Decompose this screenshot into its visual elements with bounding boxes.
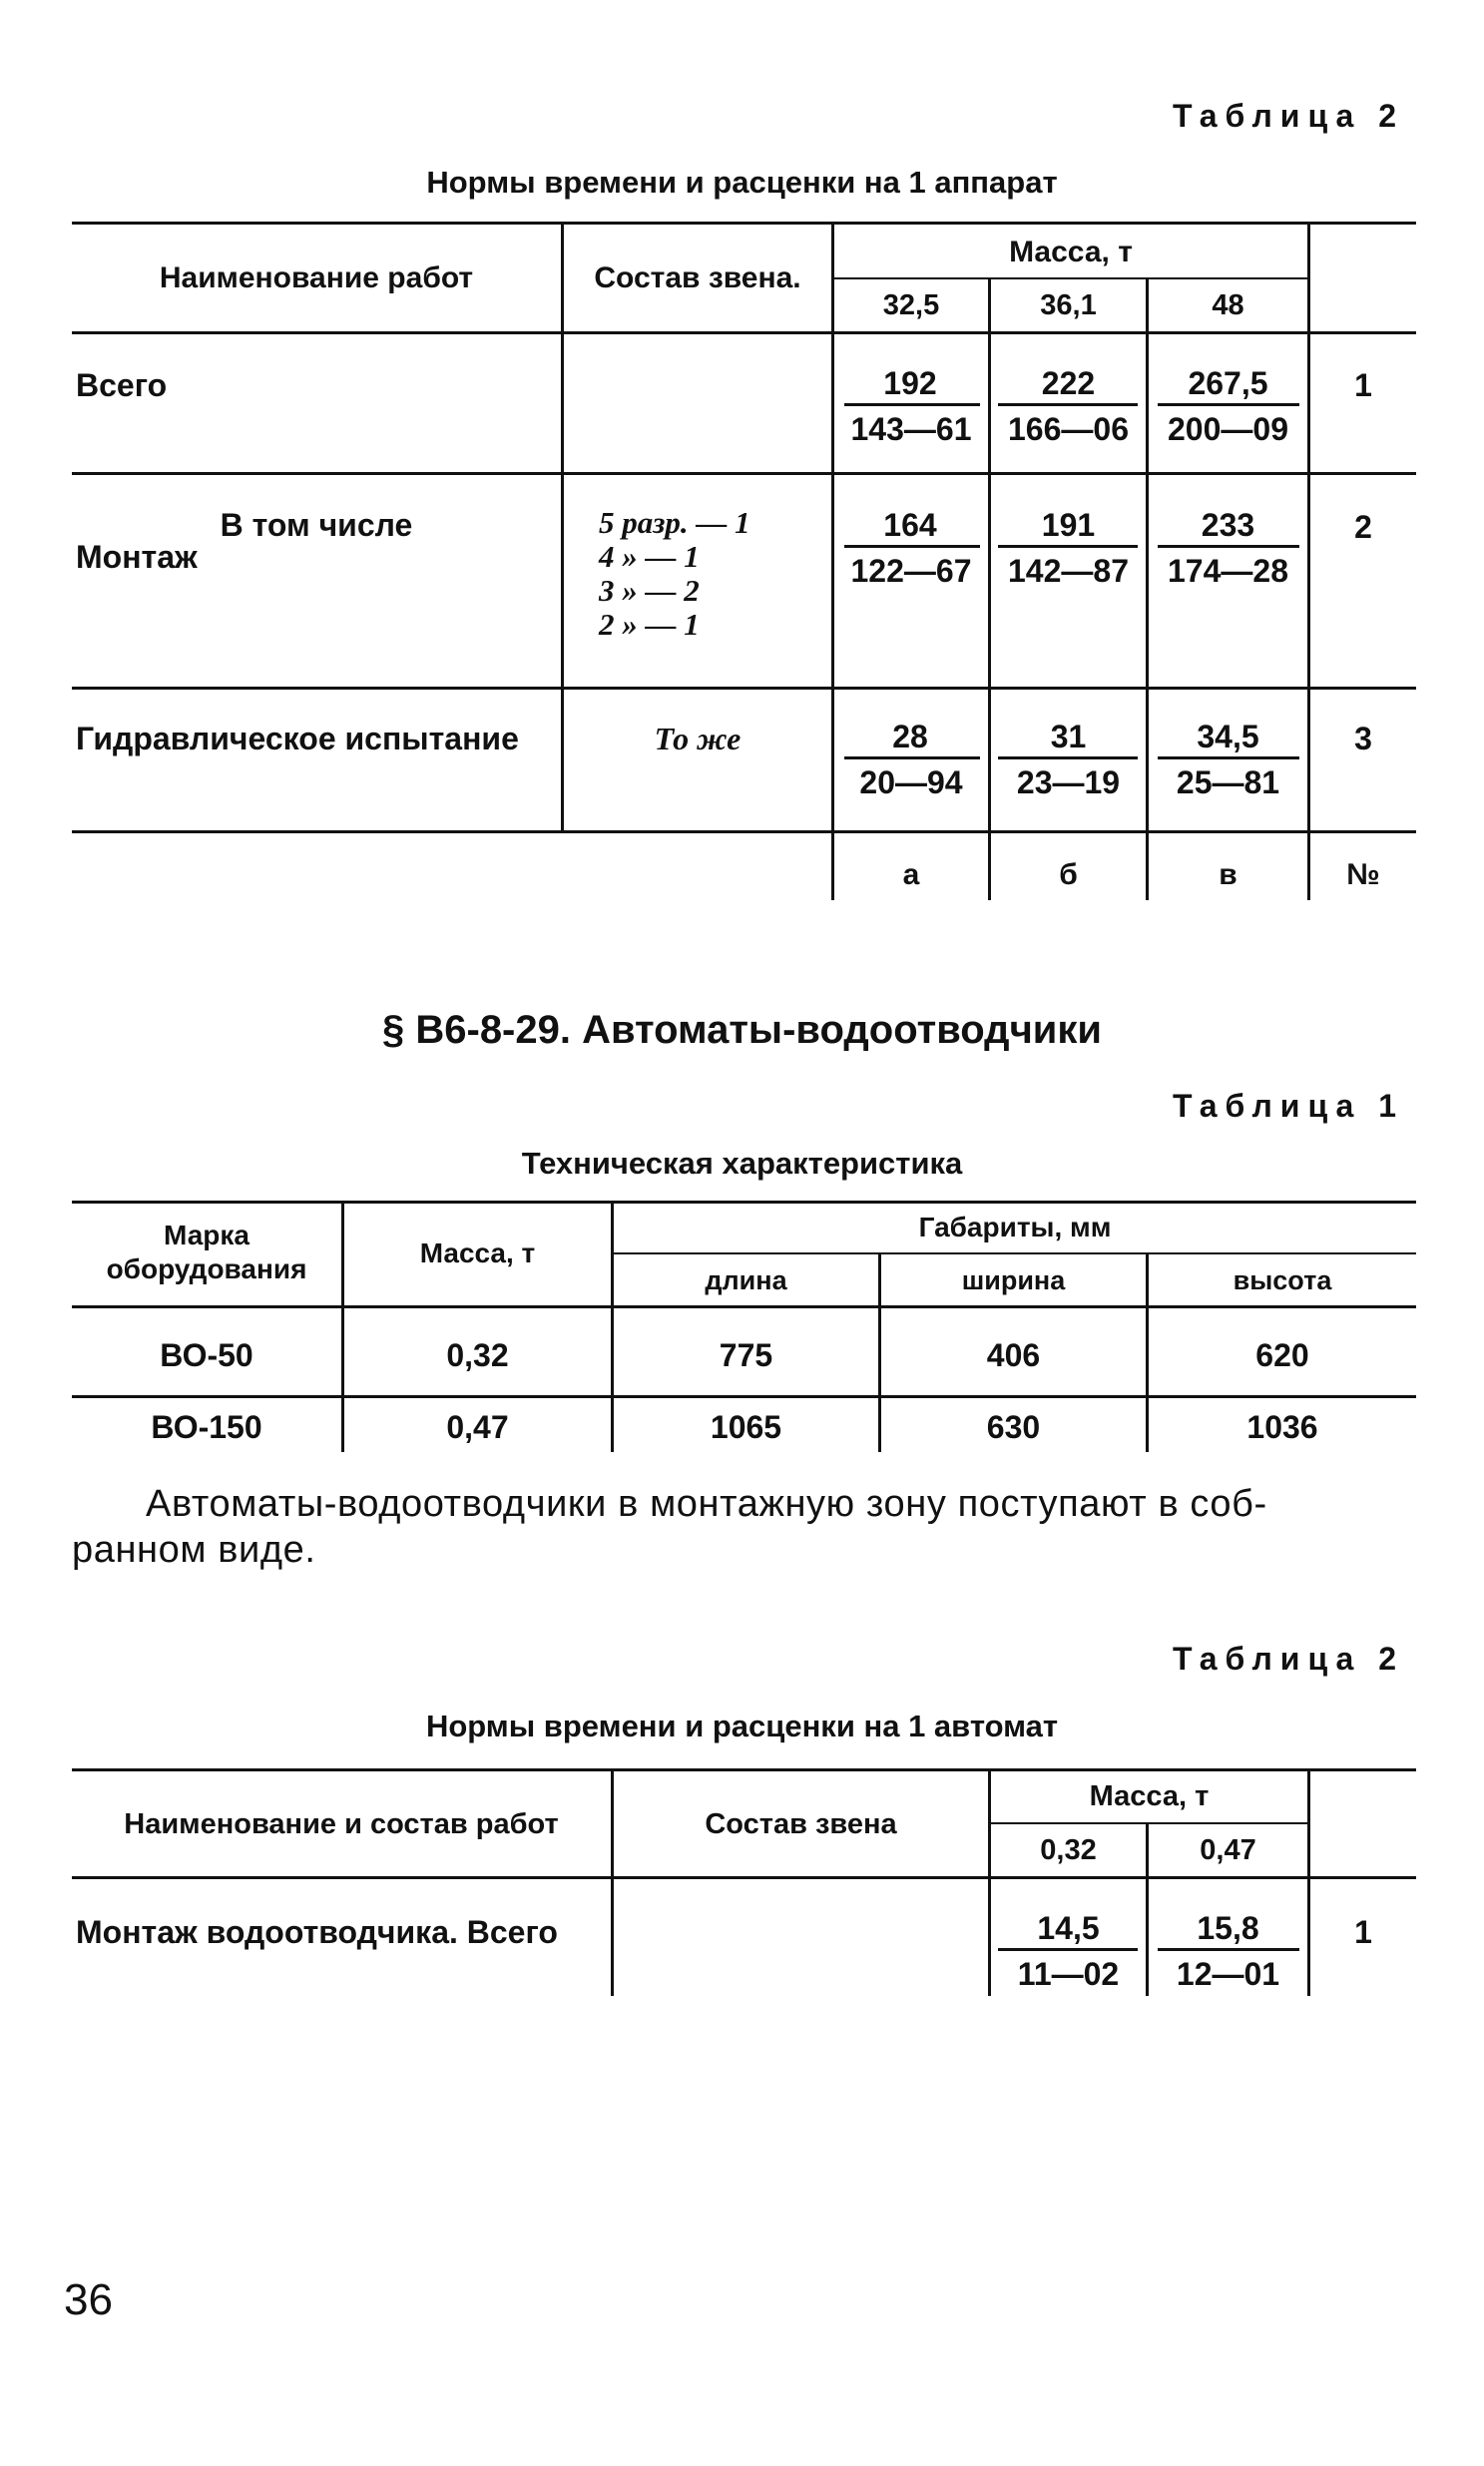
t2-row2-brand: ВО-150 (151, 1409, 262, 1445)
t2-header-dims: Габариты, мм (918, 1212, 1112, 1242)
t1-col-letter-v: в (1219, 858, 1237, 891)
t1-header-work: Наименование работ (159, 261, 474, 294)
t1-row2-crew-4: 2 » — 1 (599, 607, 700, 642)
table-caption-t2: Техническая характеристика (521, 1146, 963, 1181)
t1-row1-val2-top: 222 (1041, 365, 1096, 401)
t2-row2-width: 630 (986, 1409, 1041, 1445)
t2-header-brand-2: оборудования (106, 1253, 307, 1284)
t3-row1-val2-bot: 12—01 (1176, 1956, 1280, 1992)
t2-row1-length: 775 (719, 1337, 773, 1373)
t2-header-mass: Масса, т (419, 1237, 536, 1268)
t1-row3-val1-top: 28 (892, 719, 928, 754)
t2-row2-height: 1036 (1246, 1409, 1318, 1445)
t1-row2-crew-1: 5 разр. — 1 (599, 505, 750, 540)
t1-row2-val2-bot: 142—87 (1008, 553, 1129, 589)
t1-row3-val1-bot: 20—94 (859, 764, 963, 800)
t1-row3-val2-top: 31 (1050, 719, 1087, 754)
t1-row2-val1-top: 164 (883, 507, 937, 543)
t1-row2-val3-top: 233 (1201, 507, 1255, 543)
table-caption-t1: Нормы времени и расценки на 1 аппарат (426, 165, 1058, 200)
t1-row2-val1-bot: 122—67 (850, 553, 972, 589)
t2-header-height: высота (1233, 1265, 1332, 1295)
table-label-t1: Таблица 2 (1172, 98, 1404, 134)
t2-header-width: ширина (961, 1265, 1066, 1295)
t1-row3-num: 3 (1354, 721, 1372, 756)
t1-row2-val3-bot: 174—28 (1168, 553, 1288, 589)
t2-row1-brand: ВО-50 (160, 1337, 253, 1373)
t3-row1-num: 1 (1354, 1914, 1372, 1950)
t1-row3-val2-bot: 23—19 (1016, 764, 1121, 800)
section-title: § В6-8-29. Автоматы-водоотводчики (382, 1008, 1102, 1052)
t3-row1-val1-top: 14,5 (1037, 1910, 1100, 1946)
t1-row2-crew-3: 3 » — 2 (599, 573, 700, 608)
t1-col-letter-no: № (1346, 858, 1380, 891)
t1-row2-val2-top: 191 (1041, 507, 1096, 543)
t3-row1-name: Монтаж водоотводчика. Всего (76, 1914, 558, 1950)
t1-mass-3: 48 (1212, 289, 1244, 321)
t2-row1-height: 620 (1255, 1337, 1309, 1373)
t1-col-letter-b: б (1059, 858, 1078, 891)
t2-row1-mass: 0,32 (446, 1337, 509, 1373)
t1-row3-val3-top: 34,5 (1197, 719, 1259, 754)
t1-col-letter-a: а (902, 858, 920, 891)
t1-row1-name: Всего (76, 367, 168, 403)
t2-row2-length: 1065 (710, 1409, 782, 1445)
t1-row1-val2-bot: 166—06 (1008, 411, 1129, 447)
t1-header-crew: Состав звена. (594, 261, 801, 294)
t1-row2-crew-2: 4 » — 1 (599, 539, 700, 574)
t2-header-brand-1: Марка (164, 1220, 249, 1250)
table-label-t3: Таблица 2 (1172, 1641, 1404, 1677)
t3-row1-val2-top: 15,8 (1197, 1910, 1259, 1946)
t1-row3-name: Гидравлическое испытание (76, 721, 519, 756)
table-caption-t3: Нормы времени и расценки на 1 автомат (425, 1709, 1059, 1743)
t3-row1-val1-bot: 11—02 (1017, 1956, 1120, 1992)
t3-header-work: Наименование и состав работ (124, 1808, 559, 1840)
t1-header-mass: Масса, т (1009, 236, 1133, 268)
t1-row2-subhead: В том числе (220, 507, 413, 543)
table-label-t2: Таблица 1 (1172, 1088, 1404, 1124)
t1-row2-name: Монтаж (76, 539, 198, 575)
t1-row1-num: 1 (1354, 367, 1372, 403)
t1-mass-1: 32,5 (882, 289, 940, 321)
t1-mass-2: 36,1 (1040, 289, 1097, 321)
t1-top-rule (72, 222, 1416, 225)
paragraph-line-1: Автоматы-водоотводчики в монтажную зону поступают в соб- (146, 1483, 1267, 1525)
page-number: 36 (64, 2275, 113, 2324)
t1-row3-val3-bot: 25—81 (1176, 764, 1280, 800)
t1-row1-val3-top: 267,5 (1188, 365, 1268, 401)
t3-header-crew: Состав звена (705, 1808, 897, 1840)
t3-mass-2: 0,47 (1200, 1834, 1256, 1866)
t1-row1-val3-bot: 200—09 (1168, 411, 1288, 447)
t1-row2-num: 2 (1354, 509, 1372, 545)
t1-row1-val1-top: 192 (883, 365, 937, 401)
paragraph-line-2: ранном виде. (72, 1529, 316, 1571)
t1-row3-crew: То же (654, 721, 742, 756)
t2-row1-width: 406 (986, 1337, 1041, 1373)
t2-header-length: длина (705, 1265, 787, 1295)
t1-row1-val1-bot: 143—61 (850, 411, 972, 447)
t3-mass-1: 0,32 (1040, 1834, 1097, 1866)
t3-header-mass: Масса, т (1089, 1780, 1210, 1812)
t2-row2-mass: 0,47 (446, 1409, 509, 1445)
